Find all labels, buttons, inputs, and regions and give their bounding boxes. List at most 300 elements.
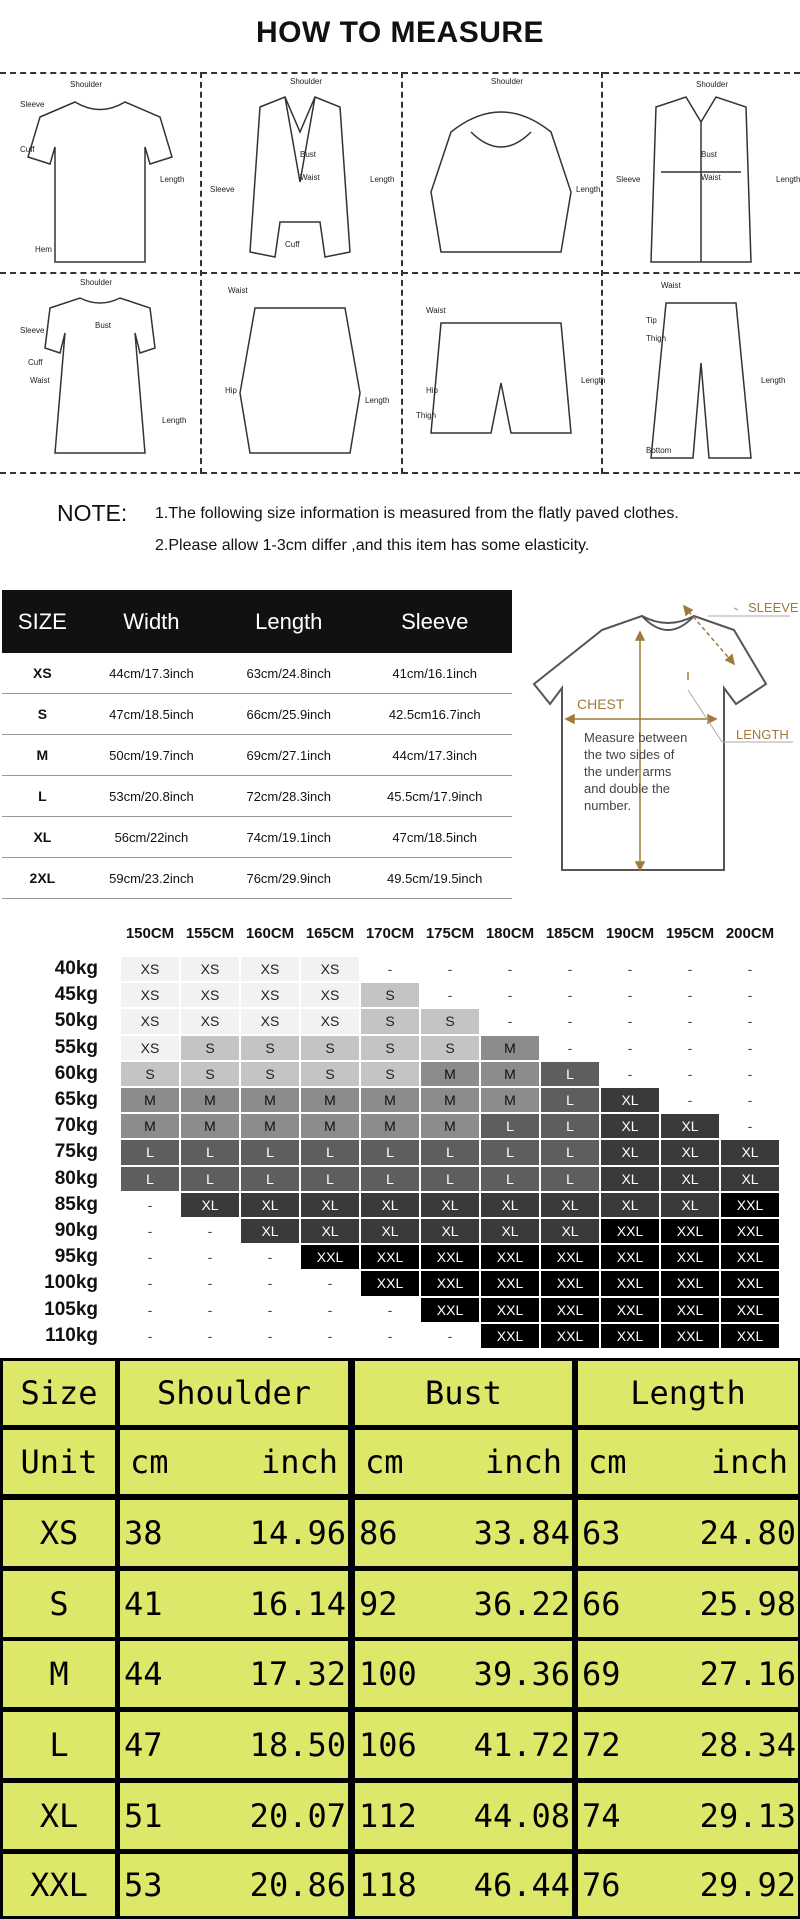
size-cell: -: [147, 1249, 153, 1266]
cm-value: 106: [359, 1726, 417, 1764]
height-header: 180CM: [485, 925, 535, 942]
table-cell: 66cm/25.9inch: [220, 694, 357, 735]
cm-value: 74: [582, 1797, 621, 1835]
size-cell: XXL: [481, 1298, 539, 1322]
size-cell: L: [481, 1140, 539, 1164]
table-cell: 50cm/19.7inch: [83, 735, 220, 776]
size-cell: XXL: [361, 1245, 419, 1269]
size-cell: -: [387, 1301, 393, 1318]
size-cell: XXL: [661, 1298, 719, 1322]
size-cell: -: [747, 1118, 753, 1135]
size-cell: S: [361, 983, 419, 1007]
table-cell: 63cm/24.8inch: [220, 653, 357, 694]
measure-label: Shoulder: [290, 77, 323, 86]
size-cell: XL: [541, 1219, 599, 1243]
size-cell: M: [421, 1114, 479, 1138]
weight-label: 60kg: [54, 1062, 98, 1084]
measure-label: Waist: [228, 286, 248, 295]
size-cell: XL: [661, 1140, 719, 1164]
unit-inch: inch: [260, 1443, 338, 1481]
size-cell: S: [301, 1036, 359, 1060]
size-cell: XL: [721, 1167, 779, 1191]
table-cell: S: [2, 694, 83, 735]
size-cell: -: [747, 1013, 753, 1030]
size-cell: XL: [661, 1114, 719, 1138]
inch-value: 41.72: [473, 1726, 570, 1764]
size-cell: -: [207, 1249, 213, 1266]
garment-fur-hood-cape: [401, 72, 600, 272]
unit-cell: [355, 1430, 572, 1494]
table-cell: 47cm/18.5inch: [357, 817, 512, 858]
measure-label: Length: [776, 175, 800, 184]
size-cell: M: [181, 1088, 239, 1112]
size-label: M: [3, 1641, 115, 1707]
size-cell: XL: [601, 1114, 659, 1138]
size-table: [2, 590, 512, 899]
sleeve-arrow: [684, 606, 734, 664]
size-cell: XL: [481, 1193, 539, 1217]
height-header: 190CM: [605, 925, 655, 942]
measure-cell: [120, 1854, 348, 1916]
measure-cell: [355, 1854, 572, 1916]
weight-label: 90kg: [54, 1220, 98, 1241]
size-cell: XL: [361, 1219, 419, 1243]
measure-cell: [355, 1571, 572, 1637]
measure-cell: [355, 1641, 572, 1707]
size-cell: XS: [121, 983, 179, 1007]
size-cell: L: [301, 1167, 359, 1191]
size-cell: M: [241, 1114, 299, 1138]
inch-value: 33.84: [473, 1514, 570, 1552]
size-cell: L: [121, 1140, 179, 1164]
size-cell: S: [361, 1009, 419, 1033]
garment-outline: [240, 308, 360, 453]
size-cell: -: [687, 961, 693, 977]
size-cell: M: [481, 1062, 539, 1086]
measure-label: Bust: [300, 150, 317, 159]
size-cell: XXL: [661, 1245, 719, 1269]
table-cell: M: [2, 735, 83, 776]
measure-label: Hip: [225, 386, 238, 395]
size-cell: XL: [601, 1088, 659, 1112]
measure-label: Shoulder: [80, 278, 113, 287]
page-title: HOW TO MEASURE: [255, 16, 545, 49]
height-header: 165CM: [305, 925, 355, 942]
weight-label: 70kg: [54, 1115, 98, 1137]
height-header: 170CM: [365, 925, 415, 942]
size-cell: -: [687, 987, 693, 1004]
size-cell: S: [121, 1062, 179, 1086]
size-cell: XXL: [541, 1298, 599, 1322]
unit-cm: cm: [588, 1443, 627, 1481]
cm-value: 72: [582, 1726, 621, 1764]
inch-value: 14.96: [249, 1514, 346, 1552]
size-cell: S: [241, 1062, 299, 1086]
table-row: [2, 776, 512, 817]
cm-value: 66: [582, 1585, 621, 1623]
measure-label: Tip: [646, 316, 657, 325]
measure-label: Sleeve: [210, 185, 235, 194]
table-row: [2, 858, 512, 899]
table-cell: 59cm/23.2inch: [83, 858, 220, 899]
measure-label: Cuff: [28, 358, 43, 367]
size-cell: XL: [421, 1193, 479, 1217]
size-cell: XS: [241, 957, 299, 981]
size-cell: S: [241, 1036, 299, 1060]
weight-label: 45kg: [54, 984, 98, 1006]
weight-label: 50kg: [54, 1010, 98, 1032]
yellow-size-table: [0, 1358, 800, 1919]
cm-value: 47: [124, 1726, 163, 1764]
size-cell: -: [567, 987, 573, 1004]
size-cell: L: [541, 1167, 599, 1191]
garment-skirt: [200, 273, 399, 473]
size-cell: S: [361, 1062, 419, 1086]
size-cell: XS: [181, 1009, 239, 1033]
unit-cell: [578, 1430, 798, 1494]
size-cell: L: [541, 1140, 599, 1164]
weight-label: 105kg: [44, 1298, 98, 1320]
height-header: 175CM: [425, 925, 475, 942]
weight-label: 55kg: [54, 1036, 98, 1058]
weight-label: 75kg: [54, 1141, 98, 1163]
unit-inch: inch: [710, 1443, 788, 1481]
size-cell: -: [507, 961, 513, 977]
table-cell: 2XL: [2, 858, 83, 899]
measure-label: Length: [581, 376, 606, 385]
measure-label: Cuff: [285, 240, 300, 249]
inch-value: 28.34: [699, 1726, 796, 1764]
measure-label: Length: [370, 175, 395, 184]
measure-label: Bust: [701, 150, 718, 159]
measure-label: Hip: [426, 386, 439, 395]
measure-cell: [120, 1712, 348, 1778]
size-cell: XL: [361, 1193, 419, 1217]
table-cell: 69cm/27.1inch: [220, 735, 357, 776]
size-cell: -: [267, 1327, 273, 1344]
measure-label: Length: [365, 396, 390, 405]
size-cell: M: [121, 1114, 179, 1138]
length-label: LENGTH: [736, 727, 789, 742]
size-cell: -: [207, 1223, 213, 1239]
measure-cell: [578, 1500, 798, 1566]
size-cell: XS: [121, 1036, 179, 1060]
garment-outline: [651, 303, 751, 458]
measure-label: Shoulder: [70, 80, 103, 89]
measure-label: Waist: [426, 306, 446, 315]
size-cell: L: [121, 1167, 179, 1191]
size-cell: L: [421, 1140, 479, 1164]
size-cell: -: [747, 961, 753, 977]
note-line-2: 2.Please allow 1-3cm differ ,and this item has some elasticity.: [155, 537, 590, 554]
measure-label: Sleeve: [20, 100, 45, 109]
table-row: [2, 694, 512, 735]
size-cell: -: [147, 1275, 153, 1292]
measure-label: Cuff: [20, 145, 35, 154]
yellow-header: Bust: [355, 1361, 572, 1425]
height-weight-chart: [20, 912, 780, 1352]
size-cell: -: [147, 1301, 153, 1318]
size-label: XL: [3, 1783, 115, 1849]
size-cell: XL: [661, 1193, 719, 1217]
tee-note-line-1: Measure between: [584, 730, 688, 745]
table-row: [2, 817, 512, 858]
inch-value: 39.36: [473, 1655, 570, 1693]
table-row: [2, 735, 512, 776]
size-cell: S: [181, 1036, 239, 1060]
size-cell: -: [747, 1039, 753, 1056]
size-cell: -: [567, 1039, 573, 1056]
table-cell: 45.5cm/17.9inch: [357, 776, 512, 817]
size-cell: XS: [121, 1009, 179, 1033]
size-cell: -: [747, 1092, 753, 1108]
size-cell: -: [627, 987, 633, 1004]
table-cell: 47cm/18.5inch: [83, 694, 220, 735]
size-cell: XXL: [421, 1298, 479, 1322]
size-cell: -: [567, 1013, 573, 1030]
cm-value: 69: [582, 1655, 621, 1693]
size-cell: XL: [181, 1193, 239, 1217]
measure-label: Sleeve: [20, 326, 45, 335]
measure-label: Bust: [95, 321, 112, 330]
table-cell: 49.5cm/19.5inch: [357, 858, 512, 899]
sleeve-label: SLEEVE: [748, 600, 799, 615]
size-cell: L: [241, 1140, 299, 1164]
size-cell: M: [481, 1088, 539, 1112]
cm-value: 76: [582, 1866, 621, 1904]
cm-value: 100: [359, 1655, 417, 1693]
size-cell: -: [267, 1301, 273, 1318]
inch-value: 18.50: [249, 1726, 346, 1764]
measure-label: Length: [162, 416, 187, 425]
size-cell: M: [241, 1088, 299, 1112]
measure-label: Waist: [300, 173, 320, 182]
cm-value: 86: [359, 1514, 398, 1552]
size-cell: XXL: [601, 1271, 659, 1295]
weight-label: 100kg: [44, 1272, 98, 1294]
size-cell: -: [267, 1275, 273, 1292]
size-cell: XXL: [421, 1245, 479, 1269]
size-cell: S: [421, 1036, 479, 1060]
size-cell: XL: [601, 1167, 659, 1191]
height-header: 155CM: [185, 925, 235, 942]
measure-diagram-grid: [0, 72, 800, 474]
table-cell: 76cm/29.9inch: [220, 858, 357, 899]
size-cell: L: [541, 1062, 599, 1086]
size-cell: -: [567, 961, 573, 977]
weight-label: 110kg: [45, 1324, 98, 1346]
size-cell: S: [181, 1062, 239, 1086]
garment-trousers: [601, 273, 800, 473]
garment-dress: [0, 273, 199, 473]
height-header: 150CM: [125, 925, 175, 942]
weight-label: 80kg: [54, 1167, 98, 1189]
measure-cell: [355, 1500, 572, 1566]
size-cell: XXL: [721, 1271, 779, 1295]
size-cell: -: [327, 1275, 333, 1292]
size-cell: XXL: [421, 1271, 479, 1295]
measure-label: Length: [576, 185, 601, 194]
size-cell: S: [301, 1062, 359, 1086]
size-cell: XXL: [721, 1324, 779, 1348]
size-cell: S: [421, 1009, 479, 1033]
measure-label: Waist: [30, 376, 50, 385]
measure-cell: [578, 1712, 798, 1778]
yellow-header: Size: [3, 1361, 115, 1425]
table-cell: 42.5cm16.7inch: [357, 694, 512, 735]
garment-coat: [601, 72, 800, 272]
unit-cell: [120, 1430, 348, 1494]
size-cell: -: [147, 1327, 153, 1344]
size-cell: -: [207, 1275, 213, 1292]
size-cell: XXL: [661, 1271, 719, 1295]
size-table-header: Length: [220, 590, 357, 653]
size-cell: XS: [121, 957, 179, 981]
measure-cell: [355, 1712, 572, 1778]
size-cell: XXL: [661, 1219, 719, 1243]
measure-label: Waist: [661, 281, 681, 290]
size-cell: XXL: [541, 1271, 599, 1295]
size-cell: -: [387, 1327, 393, 1344]
measure-label: Sleeve: [616, 175, 641, 184]
size-cell: -: [687, 1092, 693, 1108]
table-cell: L: [2, 776, 83, 817]
cm-value: 38: [124, 1514, 163, 1552]
table-cell: 44cm/17.3inch: [83, 653, 220, 694]
size-cell: XL: [601, 1193, 659, 1217]
inch-value: 20.86: [249, 1866, 346, 1904]
size-cell: -: [747, 1065, 753, 1082]
weight-label: 85kg: [54, 1193, 98, 1215]
size-label: XXL: [3, 1854, 115, 1916]
height-header: 160CM: [245, 925, 295, 942]
size-cell: -: [627, 1013, 633, 1030]
size-cell: -: [687, 1013, 693, 1030]
size-cell: L: [541, 1088, 599, 1112]
measure-cell: [355, 1783, 572, 1849]
note-label: NOTE:: [57, 500, 128, 526]
size-cell: L: [481, 1114, 539, 1138]
table-cell: 41cm/16.1inch: [357, 653, 512, 694]
size-cell: XS: [181, 957, 239, 981]
size-cell: L: [541, 1114, 599, 1138]
size-cell: XXL: [481, 1324, 539, 1348]
measure-label: Thigh: [416, 411, 437, 420]
cm-value: 112: [359, 1797, 417, 1835]
size-cell: XXL: [601, 1245, 659, 1269]
size-cell: -: [627, 1065, 633, 1082]
measure-label: Thigh: [646, 334, 667, 343]
tee-note-line-5: number.: [584, 798, 631, 813]
inch-value: 29.92: [699, 1866, 796, 1904]
height-header: 200CM: [725, 925, 775, 942]
size-cell: XXL: [601, 1324, 659, 1348]
size-cell: XXL: [361, 1271, 419, 1295]
size-cell: XS: [181, 983, 239, 1007]
size-cell: XXL: [721, 1298, 779, 1322]
size-cell: -: [687, 1039, 693, 1056]
cm-value: 44: [124, 1655, 163, 1693]
size-cell: -: [147, 1196, 153, 1213]
measure-label: Shoulder: [696, 80, 729, 89]
size-cell: XL: [541, 1193, 599, 1217]
size-cell: XS: [241, 983, 299, 1007]
size-cell: L: [481, 1167, 539, 1191]
garment-outline: [28, 102, 172, 262]
size-cell: XL: [241, 1219, 299, 1243]
measure-cell: [578, 1571, 798, 1637]
size-cell: XL: [721, 1140, 779, 1164]
size-cell: S: [361, 1036, 419, 1060]
measure-label: Hem: [35, 245, 52, 254]
tee-note-line-3: the under arms: [584, 764, 672, 779]
inch-value: 46.44: [473, 1866, 570, 1904]
size-cell: XS: [301, 983, 359, 1007]
size-cell: XXL: [721, 1219, 779, 1243]
size-cell: -: [627, 961, 633, 977]
size-cell: XS: [301, 1009, 359, 1033]
weight-label: 95kg: [54, 1246, 98, 1268]
cm-value: 51: [124, 1797, 163, 1835]
unit-cm: cm: [130, 1443, 169, 1481]
size-cell: XXL: [541, 1324, 599, 1348]
size-cell: XL: [301, 1193, 359, 1217]
size-cell: -: [627, 1039, 633, 1056]
size-table-header: Width: [83, 590, 220, 653]
table-cell: 56cm/22inch: [83, 817, 220, 858]
size-cell: XXL: [481, 1245, 539, 1269]
size-cell: XL: [601, 1140, 659, 1164]
size-cell: XL: [481, 1219, 539, 1243]
size-cell: -: [447, 987, 453, 1004]
cm-value: 118: [359, 1866, 417, 1904]
size-cell: XS: [241, 1009, 299, 1033]
size-table-header: Sleeve: [357, 590, 512, 653]
size-cell: L: [241, 1167, 299, 1191]
size-cell: L: [301, 1140, 359, 1164]
size-cell: -: [447, 1327, 453, 1344]
height-header: 195CM: [665, 925, 715, 942]
garment-t-shirt: [0, 72, 199, 272]
measure-cell: [120, 1641, 348, 1707]
inch-value: 44.08: [473, 1797, 570, 1835]
size-cell: -: [147, 1223, 153, 1239]
size-cell: L: [421, 1167, 479, 1191]
size-cell: M: [361, 1088, 419, 1112]
cm-value: 53: [124, 1866, 163, 1904]
size-cell: M: [361, 1114, 419, 1138]
measure-cell: [578, 1783, 798, 1849]
inch-value: 24.80: [699, 1514, 796, 1552]
inch-value: 25.98: [699, 1585, 796, 1623]
garment-outline: [431, 323, 571, 433]
note-line-1: 1.The following size information is measured from the flatly paved clothes.: [155, 505, 679, 522]
inch-value: 36.22: [473, 1585, 570, 1623]
inch-value: 20.07: [249, 1797, 346, 1835]
inch-value: 16.14: [249, 1585, 346, 1623]
weight-label: 65kg: [54, 1089, 98, 1110]
size-cell: L: [181, 1167, 239, 1191]
cm-value: 41: [124, 1585, 163, 1623]
measure-cell: [578, 1854, 798, 1916]
size-cell: XXL: [301, 1245, 359, 1269]
table-cell: 72cm/28.3inch: [220, 776, 357, 817]
table-cell: 53cm/20.8inch: [83, 776, 220, 817]
size-cell: -: [207, 1301, 213, 1318]
size-cell: XXL: [601, 1298, 659, 1322]
size-cell: XL: [421, 1219, 479, 1243]
size-cell: -: [327, 1327, 333, 1344]
